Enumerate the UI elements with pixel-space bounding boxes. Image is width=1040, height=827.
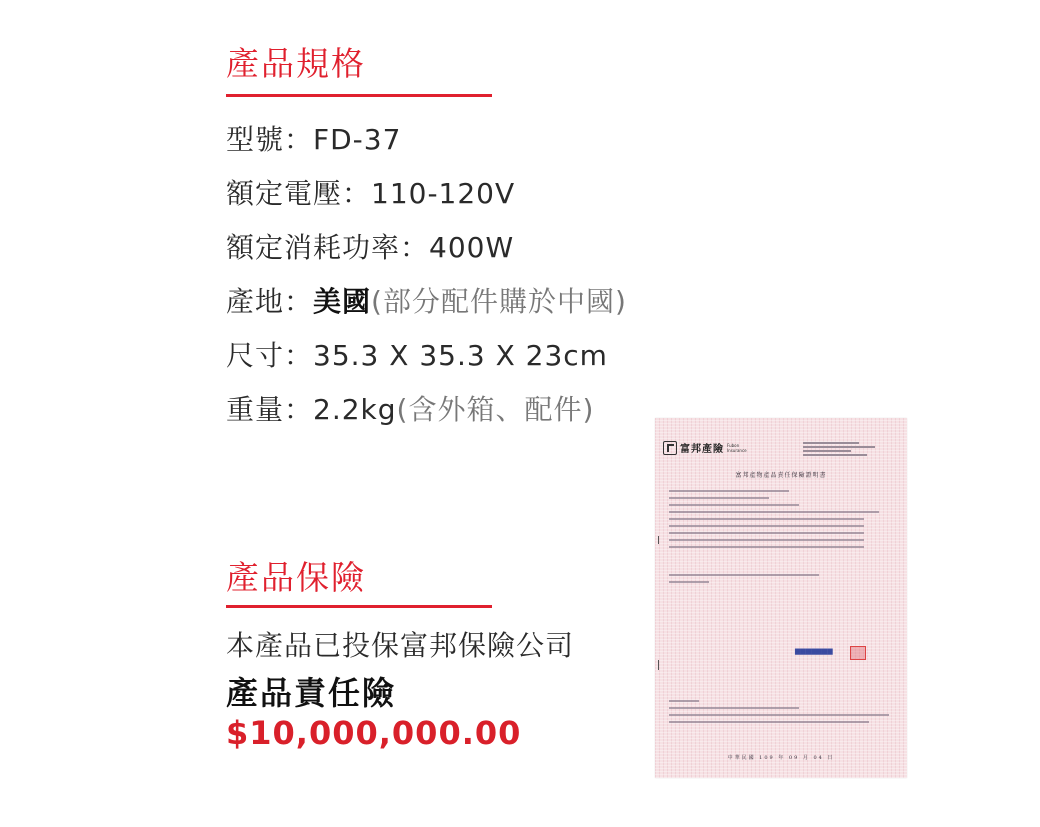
- certificate-title: 富邦產物產品責任保險證明書: [735, 472, 827, 479]
- spec-origin-note: (部分配件購於中國): [371, 285, 627, 318]
- fubon-logo-en: [727, 443, 747, 453]
- certificate-date: 中華民國 109 年 09 月 04 日: [727, 755, 835, 761]
- spec-origin: [226, 280, 627, 320]
- spec-origin-label: 產地：: [226, 285, 314, 318]
- spec-weight: [226, 388, 594, 428]
- spec-model: 型號：FD-37: [226, 123, 402, 156]
- spec-title-underline: [226, 94, 492, 97]
- spec-section-title: 產品規格: [226, 44, 366, 83]
- certificate-margin-mark: [658, 536, 659, 544]
- certificate-signature-stamp: ▆▆▆▆▆▆▆: [795, 646, 833, 655]
- insurance-certificate-image: [655, 418, 907, 778]
- spec-size: 尺寸：35.3 X 35.3 X 23cm: [226, 339, 608, 372]
- insurance-product-name: 產品責任險: [226, 674, 397, 712]
- fubon-logo: [663, 440, 747, 455]
- insurance-section-title: 產品保險: [226, 558, 366, 597]
- certificate-margin-mark: [658, 660, 659, 670]
- certificate-red-seal: [850, 646, 866, 660]
- fubon-logo-cn: 富邦產險: [680, 444, 724, 455]
- insurance-amount: $10,000,000.00: [226, 714, 522, 752]
- spec-origin-value: 美國: [313, 285, 372, 318]
- fubon-logo-en-1: Fubon: [727, 442, 740, 448]
- insurance-description: 本產品已投保富邦保險公司: [226, 629, 575, 662]
- spec-power: 額定消耗功率：400W: [226, 231, 515, 264]
- insurance-title-underline: [226, 605, 492, 608]
- spec-voltage: 額定電壓：110-120V: [226, 177, 516, 210]
- fubon-logo-icon: [663, 441, 677, 455]
- fubon-logo-en-2: Insurance: [727, 447, 747, 453]
- spec-weight-note: (含外箱、配件): [396, 393, 595, 426]
- spec-weight-label: 重量：2.2kg: [226, 393, 397, 426]
- certificate-address-block: [803, 442, 883, 458]
